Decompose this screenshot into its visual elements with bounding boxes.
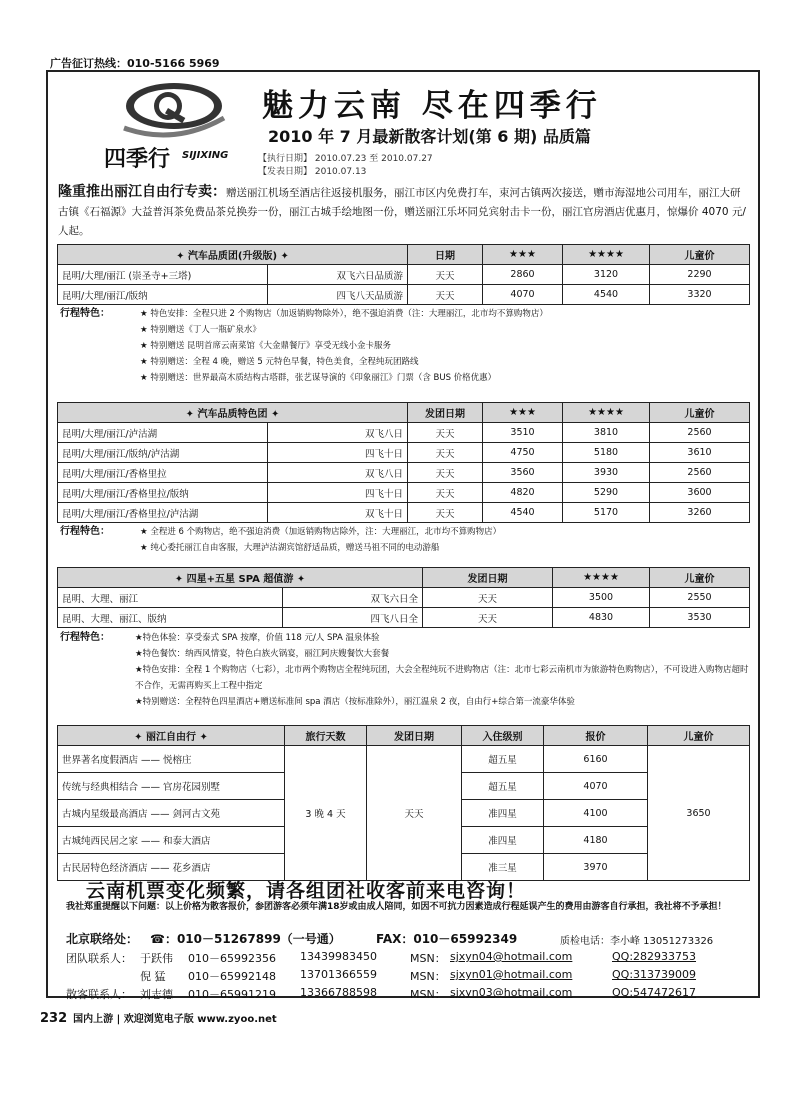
hotel: 古城内星级最高酒店 —— 剑河古文苑: [58, 800, 285, 827]
msn-label: MSN：: [410, 970, 446, 983]
list-item: ★特别赠送：全程特色四星酒店+赠送标准间 spa 酒店（按标准除外），丽江温泉 2 夜，自由行+综合第一流豪华体验: [135, 697, 575, 707]
price-3star: 4070: [483, 285, 563, 305]
exec-date: 【执行日期】 2010.07.23 至 2010.07.27: [258, 154, 433, 164]
contact-name: 刘志德: [140, 988, 173, 1001]
table-row: [58, 443, 750, 463]
contact-role: 团队联系人：: [66, 952, 132, 965]
transport: 四飞八天品质游: [268, 285, 408, 305]
price-child: 3600: [650, 483, 750, 503]
date: 天天: [408, 265, 483, 285]
lijiang-promo: [58, 183, 748, 241]
transport: 双飞六日全: [283, 588, 423, 608]
price-child: 3260: [650, 503, 750, 523]
publish-date: 【发表日期】 2010.07.13: [258, 167, 367, 177]
list-item: ★ 特别赠送 昆明首席云南菜馆《大金鼎餐厅》享受无线小金卡服务: [140, 341, 392, 351]
beijing-office-label: 北京联络处：: [66, 932, 139, 946]
price-4star: 3500: [553, 588, 650, 608]
slogan: 魅力云南 尽在四季行: [262, 88, 602, 124]
price-3star: 4820: [483, 483, 563, 503]
notes-bus-feature: [60, 524, 750, 556]
price-child: 2560: [650, 463, 750, 483]
footer-text: 国内上游 | 欢迎浏览电子版 www.zyoo.net: [73, 1014, 277, 1025]
route: 昆明/大理/丽江/版纳: [58, 285, 268, 305]
days: 3 晚 4 天: [285, 746, 367, 881]
table-spa: [57, 567, 750, 628]
transport: 四飞十日: [268, 443, 408, 463]
table-row: [58, 483, 750, 503]
transport: 四飞八日全: [283, 608, 423, 628]
contact-msn[interactable]: sjxyn01@hotmail.com: [450, 968, 573, 981]
col-4star: ★★★★: [563, 245, 650, 265]
hotel: 世界著名度假酒店 —— 悦榕庄: [58, 746, 285, 773]
price-child: 3320: [650, 285, 750, 305]
transport: 双飞六日品质游: [268, 265, 408, 285]
qc-contact: 质检电话：李小峰 13051273326: [560, 936, 714, 947]
logo-text: 四季行: [104, 147, 171, 172]
table-row: [58, 463, 750, 483]
plan-subtitle: 2010 年 7 月最新散客计划(第 6 期) 品质篇: [268, 127, 591, 146]
route: 昆明、大理、丽江、版纳: [58, 608, 283, 628]
contact-qq: QQ:313739009: [612, 968, 697, 981]
date: 天天: [408, 483, 483, 503]
promo-lead: 隆重推出丽江自由行专卖：: [58, 184, 226, 200]
date: 天天: [408, 503, 483, 523]
main-fax: FAX：010－65992349: [376, 932, 518, 946]
price-4star: 3120: [563, 265, 650, 285]
price-child: 2560: [650, 423, 750, 443]
col-4star: ★★★★: [563, 403, 650, 423]
price-child: 3530: [650, 608, 750, 628]
price-child: 2290: [650, 265, 750, 285]
contact-tel: 010－65992356: [188, 952, 276, 965]
page-footer: [40, 1010, 277, 1026]
list-item: ★特色餐饮：纳西风情宴，特色白族火锅宴，丽江阿庆嫂餐饮大套餐: [135, 649, 390, 659]
contact-role: 散客联系人：: [66, 988, 132, 1001]
col-date: 日期: [408, 245, 483, 265]
level: 准四星: [462, 800, 544, 827]
transport: 四飞十日: [268, 483, 408, 503]
notes-bus-quality: [60, 306, 750, 386]
price-child: 3610: [650, 443, 750, 463]
price-child: 2550: [650, 588, 750, 608]
col-price: 报价: [544, 726, 648, 746]
price: 4100: [544, 800, 648, 827]
list-item: ★特色体验：享受泰式 SPA 按摩，价值 118 元/人 SPA 温泉体验: [135, 633, 380, 643]
list-item: ★ 特别赠送：全程 4 晚，赠送 5 元特色早餐，特色美食，全程纯玩团路线: [140, 357, 419, 367]
date: 天天: [408, 443, 483, 463]
route: 昆明/大理/丽江/香格里拉: [58, 463, 268, 483]
price-4star: 3930: [563, 463, 650, 483]
promo-text: 赠送丽江机场至酒店往返接机服务，丽江市区内免费打车，束河古镇两次接送，赠市海湿地公司用车，丽江大研古镇《石福源》大益普洱茶免费品茶兑换券一份，丽江古城手绘地图一份，赠送丽江乐坏同兑宾射击卡一份，丽江官房酒店优惠月，惊爆价 4070 元/人起。: [58, 187, 746, 237]
contact-name: 于跃伟: [140, 952, 173, 965]
page-number: 232: [40, 1011, 68, 1026]
route: 昆明/大理/丽江 (崇圣寺+三塔): [58, 265, 268, 285]
price-3star: 3510: [483, 423, 563, 443]
route: 昆明/大理/丽江/香格里拉/泸沽湖: [58, 503, 268, 523]
route: 昆明/大理/丽江/版纳/泸沽湖: [58, 443, 268, 463]
col-3star: ★★★: [483, 245, 563, 265]
plan-dates: [258, 153, 433, 179]
col-child: 儿童价: [650, 245, 750, 265]
contact-name: 倪 猛: [140, 970, 166, 983]
price-3star: 4750: [483, 443, 563, 463]
price-4star: 5290: [563, 483, 650, 503]
date: 天天: [408, 463, 483, 483]
msn-label: MSN：: [410, 988, 446, 1001]
col-3star: ★★★: [483, 403, 563, 423]
price-4star: 4830: [553, 608, 650, 628]
contact-mobile: 13439983450: [300, 950, 377, 963]
list-item: ★ 特色安排：全程只进 2 个购物店（加返销购物除外），绝不强迫消费（注：大理丽江，北市均不算购物店）: [140, 309, 548, 319]
list-item: ★ 全程进 6 个购物店，绝不强迫消费（加返销购物店除外，注：大理丽江，北市均不算购物店）: [140, 527, 502, 537]
hotel: 古民居特色经济酒店 —— 花乡酒店: [58, 854, 285, 881]
col-product: ✦ 汽车品质特色团 ✦: [58, 403, 408, 423]
contact-mobile: 13366788598: [300, 986, 377, 999]
col-date: 发团日期: [367, 726, 462, 746]
date: 天天: [423, 588, 553, 608]
date: 天天: [367, 746, 462, 881]
table-bus-quality: [57, 244, 750, 305]
transport: 双飞十日: [268, 503, 408, 523]
price-child: 3650: [648, 746, 750, 881]
contact-tel: 010－65991219: [188, 988, 276, 1001]
price-4star: 5180: [563, 443, 650, 463]
hotel: 传统与经典相结合 —— 官房花园别墅: [58, 773, 285, 800]
ad-hotline: 广告征订热线：010-5166 5969: [50, 57, 220, 70]
list-item: ★ 特别赠送《丁人一瓶矿泉水》: [140, 325, 261, 335]
date: 天天: [423, 608, 553, 628]
level: 准三星: [462, 854, 544, 881]
price-3star: 4540: [483, 503, 563, 523]
transport: 双飞八日: [268, 423, 408, 443]
contact-qq: QQ:282933753: [612, 950, 697, 963]
table-row: [58, 285, 750, 305]
notes-label: 行程特色：: [60, 632, 110, 643]
level: 超五星: [462, 773, 544, 800]
notes-label: 行程特色：: [60, 526, 110, 537]
airfare-banner: 云南机票变化频繁，请各组团社收客前来电咨询！: [86, 880, 527, 902]
level: 超五星: [462, 746, 544, 773]
contact-mobile: 13701366559: [300, 968, 377, 981]
notes-label: 行程特色：: [60, 308, 110, 319]
col-4star: ★★★★: [553, 568, 650, 588]
route: 昆明/大理/丽江/香格里拉/版纳: [58, 483, 268, 503]
table-row: [58, 746, 750, 773]
date: 天天: [408, 285, 483, 305]
table-row: [58, 265, 750, 285]
price-4star: 3810: [563, 423, 650, 443]
col-child: 儿童价: [650, 568, 750, 588]
table-lijiang-free: [57, 725, 750, 881]
contact-msn[interactable]: sjxyn04@hotmail.com: [450, 950, 573, 963]
route: 昆明/大理/丽江/泸沽湖: [58, 423, 268, 443]
table-bus-feature: [57, 402, 750, 523]
col-title: ✦ 丽江自由行 ✦: [58, 726, 285, 746]
disclaimer: 我社郑重提醒以下问题：以上价格为散客报价，参团游客必须年满18岁或由成人陪同，如因不可抗力因素造成行程延误产生的费用由游客自行承担，我社将不予承担！: [66, 902, 727, 912]
col-child: 儿童价: [648, 726, 750, 746]
col-product: ✦ 汽车品质团(升级版) ✦: [58, 245, 408, 265]
col-product: ✦ 四星+五星 SPA 超值游 ✦: [58, 568, 423, 588]
brand-logo: [96, 76, 246, 176]
price-3star: 3560: [483, 463, 563, 483]
table-row: [58, 503, 750, 523]
price: 6160: [544, 746, 648, 773]
msn-label: MSN：: [410, 952, 446, 965]
price: 3970: [544, 854, 648, 881]
price-4star: 5170: [563, 503, 650, 523]
list-item: ★特色安排：全程 1 个购物店（七彩），北市两个购物店全程纯玩团，大会全程纯玩不进购物店（注：北市七彩云南机市为旅游特色购物店），不可设进入购物店超时不合作，无需再购买上工程中指定: [135, 665, 749, 691]
logo-latin: SIJIXING: [182, 150, 229, 161]
price: 4180: [544, 827, 648, 854]
col-date: 发团日期: [423, 568, 553, 588]
date: 天天: [408, 423, 483, 443]
transport: 双飞八日: [268, 463, 408, 483]
contact-msn[interactable]: sjxyn03@hotmail.com: [450, 986, 573, 999]
hotel: 古城纯西民居之家 —— 和泰大酒店: [58, 827, 285, 854]
col-child: 儿童价: [650, 403, 750, 423]
price-3star: 2860: [483, 265, 563, 285]
level: 准四星: [462, 827, 544, 854]
col-level: 入住级别: [462, 726, 544, 746]
price: 4070: [544, 773, 648, 800]
contact-qq: QQ:547472617: [612, 986, 697, 999]
route: 昆明、大理、丽江: [58, 588, 283, 608]
col-date: 发团日期: [408, 403, 483, 423]
list-item: ★ 纯心委托丽江自由客服，大理泸沽湖宾馆舒适品质，赠送马祖不同的电动游船: [140, 543, 440, 553]
table-row: [58, 423, 750, 443]
table-row: [58, 608, 750, 628]
contact-tel: 010－65992148: [188, 970, 276, 983]
main-phone: ☎：010－51267899（一号通）: [150, 932, 341, 946]
col-days: 旅行天数: [285, 726, 367, 746]
list-item: ★ 特别赠送：世界最高木质结构古塔群，张艺谋导演的《印象丽江》门票（含 BUS 价格优惠）: [140, 373, 497, 383]
price-4star: 4540: [563, 285, 650, 305]
table-row: [58, 588, 750, 608]
notes-spa: [60, 630, 750, 710]
